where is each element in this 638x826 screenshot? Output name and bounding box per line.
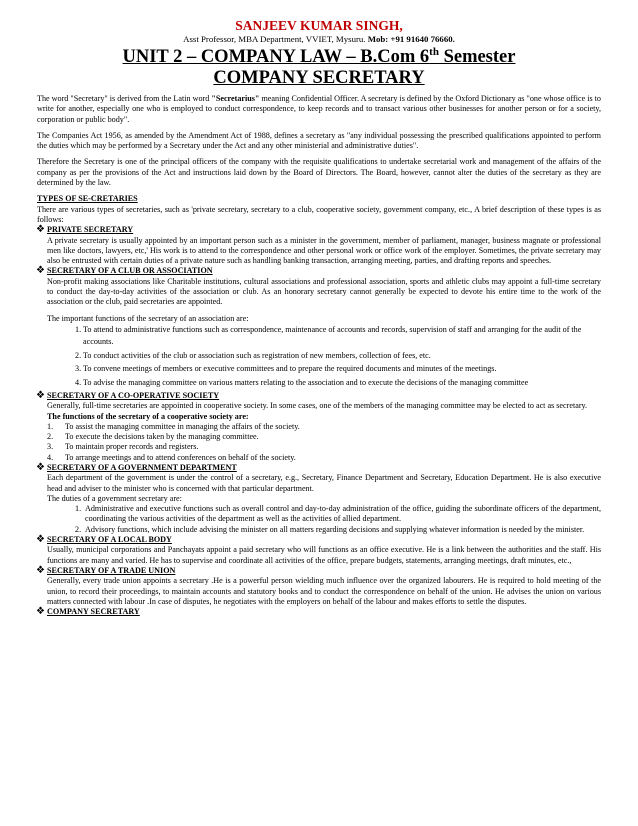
list-item bbox=[47, 525, 601, 535]
section-heading: SECRETARY OF A LOCAL BODY bbox=[47, 535, 172, 545]
section-govt-secretary bbox=[37, 463, 601, 473]
section-heading: SECRETARY OF A CO-OPERATIVE SOCIETY bbox=[47, 390, 220, 400]
section-heading: COMPANY SECRETARY bbox=[47, 607, 140, 617]
item-text: Administrative and executive functions such as overall control and day-to-day administration of the office, guiding the subordinate officers of the department, coordinating the various activities of the department as well as the activities of allied department. bbox=[85, 504, 601, 524]
diamond-bullet-icon: ❖ bbox=[36, 224, 45, 236]
section-club-secretary bbox=[37, 266, 601, 276]
author-name: SANJEEV KUMAR SINGH, bbox=[235, 18, 403, 33]
item-number: 1. bbox=[75, 504, 82, 514]
item-number: 2. bbox=[75, 350, 82, 360]
item-number: 3. bbox=[75, 364, 82, 374]
item-number: 2. bbox=[47, 432, 54, 442]
mobile-number: Mob: +91 91640 76660. bbox=[367, 34, 455, 44]
unit-title-sup: th bbox=[429, 45, 439, 58]
section-heading: SECRETARY OF A GOVERNMENT DEPARTMENT bbox=[47, 463, 237, 472]
functions-intro: The duties of a government secretary are: bbox=[47, 493, 182, 503]
topic-title: COMPANY SECRETARY bbox=[213, 68, 425, 88]
item-text: To convene meetings of members or executive committees and to prepare the required documents and minutes of the meetings. bbox=[83, 364, 497, 374]
intro-p1-latin-word: "Secretarius" bbox=[211, 94, 260, 103]
section-heading: SECRETARY OF A CLUB OR ASSOCIATION bbox=[47, 266, 213, 276]
item-number: 4. bbox=[47, 452, 54, 462]
list-item bbox=[47, 504, 601, 525]
section-coop-secretary bbox=[37, 391, 601, 401]
list-item bbox=[47, 442, 601, 452]
item-text: To conduct activities of the club or association such as registration of new members, collection of fees, etc. bbox=[83, 350, 431, 360]
section-private-secretary bbox=[37, 225, 601, 235]
item-number: 1. bbox=[75, 324, 82, 334]
intro-p1-part-c: meaning Confidential Officer. A secretary is defined by the Oxford Dictionary as "one whose office is to write for another, especially one who is employed to conduct correspondence, to keep records and to transact various other businesses for another person or for a society, corporation or public body". bbox=[37, 94, 601, 124]
item-number: 4. bbox=[75, 378, 82, 388]
diamond-bullet-icon: ❖ bbox=[36, 265, 45, 277]
list-item bbox=[47, 432, 601, 442]
section-text: Generally, full-time secretaries are appointed in cooperative society. In some cases, one of the members of the managing committee may be elected to act as secretary. bbox=[47, 401, 588, 411]
item-number: 1. bbox=[47, 421, 54, 431]
intro-paragraph-2: The Companies Act 1956, as amended by the Amendment Act of 1988, defines a secretary as "any individual possessing the prescribed qualifications appointed to perform the duties which may be performed by a Secretary under the Act and any other ministerial and administrative duties". bbox=[37, 130, 601, 151]
list-item bbox=[47, 453, 601, 463]
section-company-secretary bbox=[37, 607, 601, 617]
item-text: To execute the decisions taken by the managing committee. bbox=[65, 432, 259, 442]
section-trade-union-secretary bbox=[37, 566, 601, 576]
diamond-bullet-icon: ❖ bbox=[36, 564, 45, 576]
item-text: To attend to administrative functions such as correspondence, maintenance of accounts and records, supervision of staff and arranging for the audit of the accounts. bbox=[83, 324, 582, 346]
unit-title-suffix: Semester bbox=[438, 47, 516, 67]
item-text: To maintain proper records and registers. bbox=[65, 442, 199, 452]
intro-p1-part-a: The word "Secretary" is derived from the Latin word bbox=[37, 94, 212, 103]
types-intro: There are various types of secretaries, such as 'private secretary, secretary to a club, cooperative society, government company, etc., A brief description of these types is as follows: bbox=[37, 204, 601, 224]
section-heading: PRIVATE SECRETARY bbox=[47, 225, 134, 235]
functions-intro: The functions of the secretary of a cooperative society are: bbox=[47, 411, 249, 421]
list-item bbox=[47, 324, 601, 348]
diamond-bullet-icon: ❖ bbox=[36, 462, 45, 473]
section-text: Non-profit making associations like Charitable institutions, cultural associations and professional association, sports and athletic clubs may appoint a full-time secretary to conduct the day-to-day activities of the association or club. As an honorary secretary cannot generally be expected to devote his entire time to the work of the association or the club, paid secretaries are appointed. bbox=[47, 276, 601, 307]
intro-paragraph-1 bbox=[37, 94, 601, 125]
document-page bbox=[37, 18, 601, 617]
item-text: To advise the managing committee on various matters relating to the association and to execute the decisions of the managing committee bbox=[83, 378, 529, 388]
section-text: Each department of the government is under the control of a secretary, e.g., Secretary, Finance Department and Secretary, Education Department. He is also executive head and adviser to the minister who is concerned with that particular department. bbox=[47, 473, 601, 493]
item-text: To arrange meetings and to attend conferences on behalf of the society. bbox=[65, 452, 296, 462]
list-item bbox=[47, 377, 601, 389]
section-text: A private secretary is usually appointed by an important person such as a minister in the government, member of parliament, manager, business magnate or professional men like doctors, lawyers, etc,' His work is to attend to the correspondence and other personal work or office work of the employer. Sometimes, the private secretary may also be entrusted with certain duties of a private nature such as handling banking transaction, arranging meeting, parties, and drafting reports and speeches. bbox=[47, 235, 601, 266]
item-text: Advisory functions, which include advising the minister on all matters regarding decisions and supplying whatever information is needed by the minister. bbox=[85, 524, 585, 534]
item-number: 3. bbox=[47, 442, 54, 452]
unit-title-text: UNIT 2 – COMPANY LAW – B.Com 6 bbox=[122, 47, 430, 67]
section-text: Generally, every trade union appoints a secretary .He is a powerful person wielding much influence over the organized labourers. He is required to hold meeting of the union, to record their proceedings, to maintain accounts and statutory books and to conduct the correspondence on behalf of the union. He advises the union on various matters connected with labour .In case of disputes, he negotiates with the employers on behalf of the labour and makes efforts to settle the disputes. bbox=[47, 576, 601, 606]
author-affiliation bbox=[37, 34, 601, 45]
types-heading: TYPES OF SE-CRETARIES bbox=[37, 194, 138, 204]
list-item bbox=[47, 363, 601, 375]
diamond-bullet-icon: ❖ bbox=[36, 389, 45, 401]
section-heading: SECRETARY OF A TRADE UNION bbox=[47, 565, 176, 575]
intro-paragraph-3: Therefore the Secretary is one of the principal officers of the company with the requisite qualifications to undertake secretarial work and management of the affairs of the company as per the provisions of the Act and instructions laid down by the Board of Directors. The Board, however, cannot alter the duties of the secretary as they are determined by the law. bbox=[37, 157, 601, 188]
item-text: To assist the managing committee in managing the affairs of the society. bbox=[65, 421, 300, 431]
diamond-bullet-icon: ❖ bbox=[36, 606, 45, 618]
club-functions-list bbox=[47, 324, 601, 389]
list-item bbox=[47, 422, 601, 432]
coop-functions-list bbox=[47, 422, 601, 463]
govt-functions-list bbox=[47, 504, 601, 535]
unit-title bbox=[37, 47, 601, 68]
list-item bbox=[47, 350, 601, 362]
diamond-bullet-icon: ❖ bbox=[36, 534, 45, 546]
functions-intro: The important functions of the secretary of an association are: bbox=[47, 313, 249, 323]
item-number: 2. bbox=[75, 524, 82, 534]
section-local-body-secretary bbox=[37, 535, 601, 545]
affiliation-text: Asst Professor, MBA Department, VVIET, Mysuru. bbox=[183, 34, 366, 44]
section-text: Usually, municipal corporations and Panchayats appoint a paid secretary who will functions as an office executive. He is a link between the authorities and the staff. His functions are many and varied. He has to supervise and coordinate all activities of the office, prepare budgets, statements, arranging meetings, draft minutes, etc., bbox=[47, 545, 601, 565]
